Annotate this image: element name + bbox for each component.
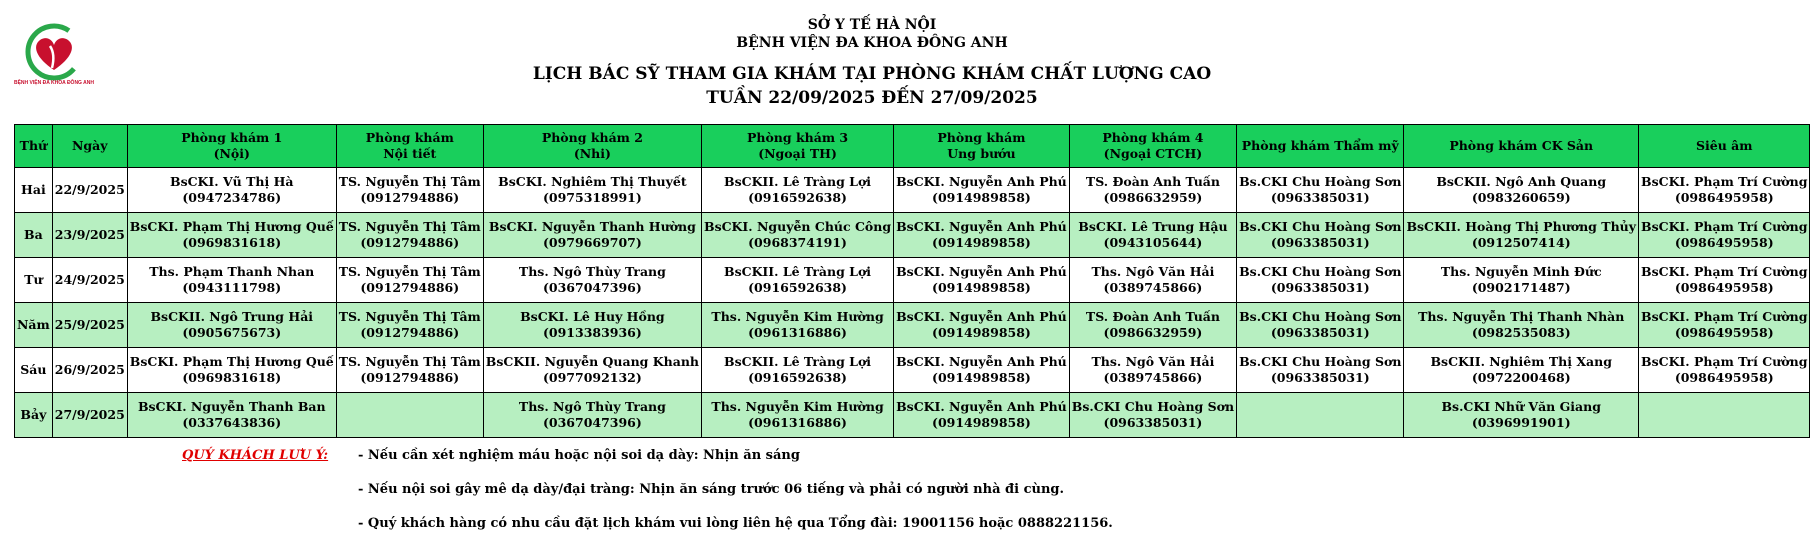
doctor-name: BsCKI. Phạm Trí Cường <box>1641 264 1808 279</box>
document-header <box>0 16 1744 110</box>
doctor-phone: (0975318991) <box>542 190 642 205</box>
doctor-cell <box>483 213 701 258</box>
doctor-phone: (0914989858) <box>932 235 1031 250</box>
doctor-cell <box>1237 303 1404 348</box>
doctor-cell <box>336 213 483 258</box>
table-row <box>15 168 1810 213</box>
doctor-name: Bs.CKI Chu Hoàng Sơn <box>1239 219 1402 234</box>
doctor-name: BsCKII. Lê Tràng Lợi <box>724 174 872 189</box>
weekday-cell: Bảy <box>15 393 53 438</box>
doctor-name: Ths. Phạm Thanh Nhan <box>149 264 315 279</box>
doctor-cell <box>483 348 701 393</box>
column-header-title: Thứ <box>19 138 48 153</box>
doctor-cell <box>1237 348 1404 393</box>
doctor-schedule-table <box>14 124 1810 438</box>
doctor-cell <box>336 348 483 393</box>
date-cell: 25/9/2025 <box>52 303 127 348</box>
column-header <box>15 125 53 168</box>
doctor-cell <box>1069 258 1236 303</box>
column-header-title: Siêu âm <box>1695 138 1753 153</box>
doctor-name: Ths. Nguyễn Thị Thanh Nhàn <box>1418 309 1625 324</box>
doctor-name: Bs.CKI Chu Hoàng Sơn <box>1239 264 1402 279</box>
column-header-title: Phòng khám 4 <box>1102 130 1204 145</box>
doctor-phone: (0963385031) <box>1103 415 1203 430</box>
doctor-cell <box>336 168 483 213</box>
doctor-phone: (0943111798) <box>182 280 282 295</box>
doctor-phone: (0947234786) <box>182 190 282 205</box>
date-cell: 23/9/2025 <box>52 213 127 258</box>
doctor-name: TS. Nguyễn Thị Tâm <box>338 264 481 279</box>
doctor-cell <box>483 258 701 303</box>
doctor-phone: (0963385031) <box>1270 190 1370 205</box>
doctor-name: BsCKI. Nguyễn Anh Phú <box>896 174 1067 189</box>
doctor-phone: (0912794886) <box>360 190 460 205</box>
doctor-cell <box>894 303 1070 348</box>
doctor-name: TS. Đoàn Anh Tuấn <box>1085 309 1220 324</box>
doctor-cell <box>894 393 1070 438</box>
doctor-cell <box>1404 303 1639 348</box>
doctor-phone: (0913383936) <box>542 325 642 340</box>
doctor-name: BsCKI. Nguyễn Anh Phú <box>896 399 1067 414</box>
weekday-cell: Năm <box>15 303 53 348</box>
doctor-cell <box>894 348 1070 393</box>
doctor-cell <box>702 213 894 258</box>
doctor-phone: (0389745866) <box>1103 370 1203 385</box>
doctor-cell <box>127 393 336 438</box>
doctor-name: BsCKII. Lê Tràng Lợi <box>724 264 872 279</box>
doctor-phone: (0337643836) <box>182 415 282 430</box>
doctor-name: BsCKI. Phạm Trí Cường <box>1641 309 1808 324</box>
table-body <box>15 168 1810 438</box>
schedule-title: LỊCH BÁC SỸ THAM GIA KHÁM TẠI PHÒNG KHÁM CHẤT LƯỢNG CAO <box>532 64 1212 84</box>
column-header-subtitle: (Nội) <box>213 146 250 161</box>
doctor-name: BsCKI. Nguyễn Anh Phú <box>896 264 1067 279</box>
column-header <box>52 125 127 168</box>
date-cell: 22/9/2025 <box>52 168 127 213</box>
doctor-cell <box>336 303 483 348</box>
column-header <box>483 125 701 168</box>
doctor-name: TS. Nguyễn Thị Tâm <box>338 354 481 369</box>
department-name: SỞ Y TẾ HÀ NỘI <box>807 17 937 33</box>
doctor-name: BsCKII. Lê Tràng Lợi <box>724 354 872 369</box>
doctor-name: BsCKII. Ngô Anh Quang <box>1436 174 1607 189</box>
doctor-phone: (0912794886) <box>360 370 460 385</box>
doctor-cell <box>336 258 483 303</box>
doctor-name: BsCKI. Nguyễn Anh Phú <box>896 309 1067 324</box>
doctor-phone: (0389745866) <box>1103 280 1203 295</box>
doctor-cell <box>1237 258 1404 303</box>
doctor-name: BsCKI. Nghiêm Thị Thuyết <box>498 174 687 189</box>
column-header-subtitle: Nội tiết <box>383 146 437 161</box>
doctor-phone: (0914989858) <box>932 190 1031 205</box>
doctor-phone: (0961316886) <box>748 325 847 340</box>
weekday-cell: Ba <box>15 213 53 258</box>
doctor-cell <box>1237 393 1404 438</box>
doctor-cell <box>483 168 701 213</box>
doctor-phone: (0963385031) <box>1270 235 1370 250</box>
note-line: - Nếu cần xét nghiệm máu hoặc nội soi dạ dày: Nhịn ăn sáng <box>358 448 800 463</box>
doctor-phone: (0968374191) <box>748 235 847 250</box>
doctor-name: BsCKI. Nguyễn Anh Phú <box>896 354 1067 369</box>
table-row <box>15 393 1810 438</box>
column-header-title: Phòng khám CK Sản <box>1449 138 1594 153</box>
date-cell: 27/9/2025 <box>52 393 127 438</box>
doctor-phone: (0914989858) <box>932 325 1031 340</box>
column-header <box>336 125 483 168</box>
column-header-title: Ngày <box>72 138 108 153</box>
doctor-phone: (0963385031) <box>1270 325 1370 340</box>
column-header-title: Phòng khám 2 <box>541 130 643 145</box>
notes-label: QUÝ KHÁCH LƯU Ý: <box>182 448 329 463</box>
doctor-name: Ths. Ngô Văn Hải <box>1091 264 1215 279</box>
doctor-phone: (0963385031) <box>1270 280 1370 295</box>
doctor-cell <box>1237 213 1404 258</box>
doctor-cell <box>1639 348 1810 393</box>
doctor-phone: (0396991901) <box>1471 415 1571 430</box>
doctor-cell <box>1639 303 1810 348</box>
doctor-phone: (0986495958) <box>1674 235 1774 250</box>
logo-caption: BỆNH VIỆN ĐA KHOA ĐÔNG ANH <box>13 80 94 86</box>
doctor-name: BsCKII. Nguyễn Quang Khanh <box>485 354 699 369</box>
doctor-name: Ths. Nguyễn Kim Hường <box>711 309 884 324</box>
doctor-cell <box>1404 348 1639 393</box>
doctor-cell <box>1069 393 1236 438</box>
column-header-subtitle: Ung bướu <box>947 146 1016 161</box>
doctor-name: TS. Đoàn Anh Tuấn <box>1085 174 1220 189</box>
note-line: - Nếu nội soi gây mê dạ dày/đại tràng: Nhịn ăn sáng trước 06 tiếng và phải có người nhà đi cùng. <box>358 482 1065 497</box>
doctor-cell <box>1404 168 1639 213</box>
column-header-subtitle: (Nhi) <box>573 146 611 161</box>
doctor-name: BsCKI. Nguyễn Chúc Công <box>704 219 892 234</box>
doctor-phone: (0979669707) <box>542 235 642 250</box>
column-header-title: Phòng khám <box>365 130 454 145</box>
doctor-cell <box>1069 303 1236 348</box>
doctor-name: TS. Nguyễn Thị Tâm <box>338 174 481 189</box>
note-line: - Quý khách hàng có nhu cầu đặt lịch khám vui lòng liên hệ qua Tổng đài: 19001156 hoặc 0888221156. <box>358 516 1113 531</box>
doctor-phone: (0916592638) <box>748 190 847 205</box>
doctor-name: BsCKI. Nguyễn Thanh Ban <box>137 399 326 414</box>
doctor-cell <box>1237 168 1404 213</box>
doctor-name: BsCKI. Nguyễn Thanh Hường <box>488 219 696 234</box>
doctor-cell <box>127 213 336 258</box>
column-header-title: Phòng khám 3 <box>746 130 849 145</box>
doctor-cell <box>483 303 701 348</box>
doctor-phone: (0983260659) <box>1471 190 1571 205</box>
doctor-cell <box>894 168 1070 213</box>
doctor-name: Ths. Nguyễn Minh Đức <box>1440 264 1602 279</box>
doctor-cell <box>1404 393 1639 438</box>
doctor-cell <box>127 303 336 348</box>
doctor-phone: (0912794886) <box>360 280 460 295</box>
doctor-phone: (0969831618) <box>182 370 282 385</box>
date-cell: 24/9/2025 <box>52 258 127 303</box>
column-header <box>1069 125 1236 168</box>
doctor-cell <box>702 393 894 438</box>
doctor-cell <box>127 258 336 303</box>
doctor-phone: (0912794886) <box>360 325 460 340</box>
doctor-cell <box>483 393 701 438</box>
doctor-cell <box>702 348 894 393</box>
doctor-name: BsCKI. Phạm Trí Cường <box>1641 219 1808 234</box>
doctor-name: TS. Nguyễn Thị Tâm <box>338 219 481 234</box>
doctor-phone: (0986632959) <box>1103 190 1203 205</box>
weekday-cell: Hai <box>15 168 53 213</box>
doctor-name: BsCKII. Hoàng Thị Phương Thủy <box>1406 219 1637 234</box>
doctor-phone: (0912507414) <box>1471 235 1571 250</box>
doctor-name: BsCKI. Vũ Thị Hà <box>170 174 294 189</box>
weekday-cell: Tư <box>15 258 53 303</box>
doctor-name: Bs.CKI Chu Hoàng Sơn <box>1239 354 1402 369</box>
hospital-name: BỆNH VIỆN ĐA KHOA ĐÔNG ANH <box>736 35 1008 51</box>
doctor-phone: (0912794886) <box>360 235 460 250</box>
column-header <box>894 125 1070 168</box>
column-header-subtitle: (Ngoại TH) <box>758 146 837 161</box>
doctor-phone: (0972200468) <box>1471 370 1571 385</box>
column-header <box>702 125 894 168</box>
doctor-name: Bs.CKI Chu Hoàng Sơn <box>1239 309 1402 324</box>
table-row <box>15 213 1810 258</box>
doctor-cell <box>1639 393 1810 438</box>
table-row <box>15 348 1810 393</box>
doctor-phone: (0914989858) <box>932 415 1031 430</box>
doctor-phone: (0986495958) <box>1674 190 1774 205</box>
column-header-title: Phòng khám Thẩm mỹ <box>1241 138 1399 153</box>
doctor-phone: (0977092132) <box>542 370 642 385</box>
column-header-title: Phòng khám <box>937 130 1026 145</box>
doctor-name: BsCKI. Phạm Thị Hương Quế <box>129 219 334 234</box>
date-cell: 26/9/2025 <box>52 348 127 393</box>
table-row <box>15 258 1810 303</box>
doctor-phone: (0914989858) <box>932 370 1031 385</box>
doctor-cell <box>1404 213 1639 258</box>
doctor-phone: (0916592638) <box>748 370 847 385</box>
doctor-name: TS. Nguyễn Thị Tâm <box>338 309 481 324</box>
column-header-title: Phòng khám 1 <box>181 130 283 145</box>
doctor-cell <box>127 168 336 213</box>
doctor-cell <box>1639 258 1810 303</box>
doctor-name: Ths. Ngô Thùy Trang <box>518 399 666 414</box>
doctor-phone: (0916592638) <box>748 280 847 295</box>
doctor-cell <box>894 213 1070 258</box>
doctor-name: BsCKI. Phạm Trí Cường <box>1641 174 1808 189</box>
doctor-cell <box>702 258 894 303</box>
doctor-phone: (0367047396) <box>542 415 642 430</box>
doctor-phone: (0986495958) <box>1674 325 1774 340</box>
column-header-subtitle: (Ngoại CTCH) <box>1103 146 1203 161</box>
doctor-name: BsCKI. Lê Huy Hồng <box>520 309 665 324</box>
doctor-name: BsCKII. Ngô Trung Hải <box>150 309 314 324</box>
doctor-name: Ths. Ngô Văn Hải <box>1091 354 1215 369</box>
doctor-phone: (0986632959) <box>1103 325 1203 340</box>
doctor-name: BsCKI. Lê Trung Hậu <box>1078 219 1228 234</box>
doctor-phone: (0905675673) <box>182 325 282 340</box>
doctor-cell <box>702 303 894 348</box>
doctor-phone: (0969831618) <box>182 235 282 250</box>
doctor-name: BsCKI. Phạm Trí Cường <box>1641 354 1808 369</box>
doctor-phone: (0943105644) <box>1103 235 1203 250</box>
doctor-phone: (0902171487) <box>1471 280 1571 295</box>
doctor-name: BsCKI. Phạm Thị Hương Quế <box>129 354 334 369</box>
column-header <box>1237 125 1404 168</box>
doctor-name: BsCKI. Nguyễn Anh Phú <box>896 219 1067 234</box>
doctor-phone: (0986495958) <box>1674 280 1774 295</box>
doctor-cell <box>1639 213 1810 258</box>
doctor-cell <box>894 258 1070 303</box>
column-header <box>1404 125 1639 168</box>
doctor-phone: (0367047396) <box>542 280 642 295</box>
column-header <box>1639 125 1810 168</box>
doctor-name: Bs.CKI Chu Hoàng Sơn <box>1071 399 1235 414</box>
doctor-cell <box>1069 348 1236 393</box>
weekday-cell: Sáu <box>15 348 53 393</box>
doctor-phone: (0982535083) <box>1471 325 1571 340</box>
doctor-phone: (0961316886) <box>748 415 847 430</box>
doctor-cell <box>1639 168 1810 213</box>
doctor-name: Bs.CKI Chu Hoàng Sơn <box>1239 174 1402 189</box>
table-header-row <box>15 125 1810 168</box>
schedule-week: TUẦN 22/09/2025 ĐẾN 27/09/2025 <box>706 88 1038 108</box>
doctor-name: BsCKII. Nghiêm Thị Xang <box>1430 354 1612 369</box>
table-row <box>15 303 1810 348</box>
doctor-cell <box>1069 213 1236 258</box>
doctor-cell <box>702 168 894 213</box>
doctor-name: Ths. Ngô Thùy Trang <box>518 264 666 279</box>
doctor-cell <box>127 348 336 393</box>
doctor-cell <box>1404 258 1639 303</box>
doctor-phone: (0914989858) <box>932 280 1031 295</box>
column-header <box>127 125 336 168</box>
doctor-name: Bs.CKI Nhữ Văn Giang <box>1441 399 1601 414</box>
doctor-cell <box>1069 168 1236 213</box>
doctor-name: Ths. Nguyễn Kim Hường <box>711 399 884 414</box>
doctor-phone: (0986495958) <box>1674 370 1774 385</box>
doctor-cell <box>336 393 483 438</box>
doctor-phone: (0963385031) <box>1270 370 1370 385</box>
